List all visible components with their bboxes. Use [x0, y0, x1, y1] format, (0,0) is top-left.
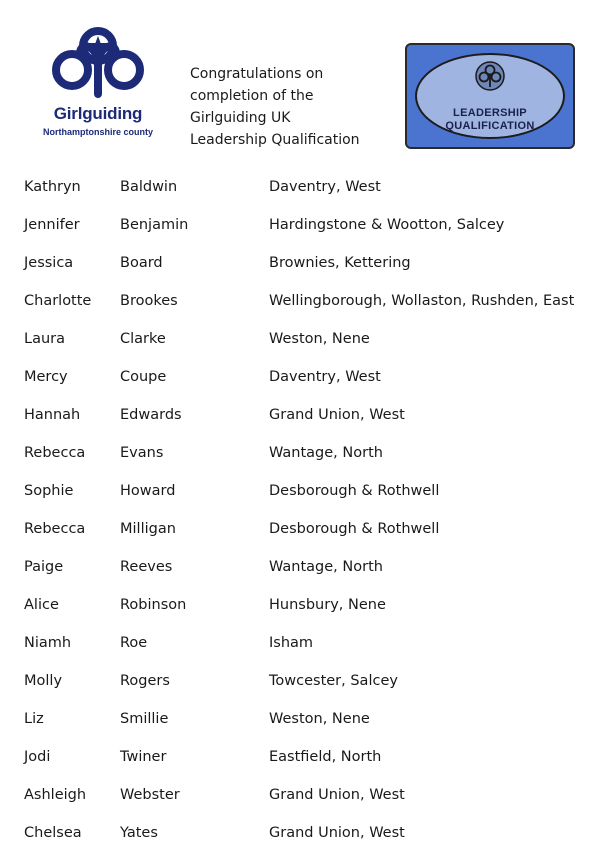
unit-name: Grand Union, West — [269, 407, 405, 423]
roster-row — [24, 474, 594, 512]
unit-name: Brownies, Kettering — [269, 255, 411, 271]
roster-row — [24, 512, 594, 550]
unit-name: Grand Union, West — [269, 825, 405, 841]
unit-name: Towcester, Salcey — [269, 673, 398, 689]
unit-name: Daventry, West — [269, 179, 381, 195]
last-name: Edwards — [120, 407, 182, 423]
unit-name: Eastfield, North — [269, 749, 382, 765]
first-name: Rebecca — [24, 521, 86, 537]
county-name: Northamptonshire county — [42, 127, 153, 137]
roster-row — [24, 664, 594, 702]
unit-name: Isham — [269, 635, 314, 651]
unit-name: Weston, Nene — [269, 711, 370, 727]
last-name: Reeves — [120, 559, 173, 575]
last-name: Robinson — [120, 597, 187, 613]
badge-label — [417, 107, 563, 133]
badge-line: QUALIFICATION — [445, 120, 535, 132]
roster-row — [24, 626, 594, 664]
roster-row — [24, 816, 594, 854]
roster-row — [24, 550, 594, 588]
first-name: Jodi — [24, 749, 51, 765]
first-name: Niamh — [24, 635, 72, 651]
first-name: Molly — [24, 673, 63, 689]
last-name: Clarke — [120, 331, 166, 347]
leadership-qualification-badge — [405, 43, 575, 149]
unit-name: Daventry, West — [269, 369, 381, 385]
message-line: completion of the — [190, 88, 314, 104]
last-name: Baldwin — [120, 179, 178, 195]
last-name: Twiner — [120, 749, 167, 765]
unit-name: Desborough & Rothwell — [269, 483, 440, 499]
roster-row — [24, 284, 594, 322]
unit-name: Hardingstone & Wootton, Salcey — [269, 217, 505, 233]
last-name: Yates — [120, 825, 158, 841]
roster-row — [24, 322, 594, 360]
badge-line: LEADERSHIP — [453, 107, 527, 119]
first-name: Paige — [24, 559, 64, 575]
roster-row — [24, 436, 594, 474]
unit-name: Wantage, North — [269, 445, 383, 461]
last-name: Howard — [120, 483, 176, 499]
congratulations-message — [190, 63, 390, 151]
message-line: Girlguiding UK — [190, 110, 291, 126]
last-name: Board — [120, 255, 163, 271]
roster-row — [24, 170, 594, 208]
first-name: Liz — [24, 711, 44, 727]
last-name: Coupe — [120, 369, 167, 385]
roster-row — [24, 740, 594, 778]
roster-row — [24, 246, 594, 284]
roster-row — [24, 588, 594, 626]
girlguiding-logo — [34, 26, 164, 146]
unit-name: Weston, Nene — [269, 331, 370, 347]
first-name: Chelsea — [24, 825, 82, 841]
unit-name: Desborough & Rothwell — [269, 521, 440, 537]
last-name: Evans — [120, 445, 164, 461]
unit-name: Grand Union, West — [269, 787, 405, 803]
first-name: Kathryn — [24, 179, 81, 195]
last-name: Roe — [120, 635, 148, 651]
first-name: Mercy — [24, 369, 68, 385]
first-name: Charlotte — [24, 293, 92, 309]
brand-name: Girlguiding — [53, 104, 143, 123]
first-name: Laura — [24, 331, 66, 347]
last-name: Rogers — [120, 673, 170, 689]
roster-list — [24, 170, 594, 854]
last-name: Smillie — [120, 711, 169, 727]
unit-name: Hunsbury, Nene — [269, 597, 386, 613]
first-name: Jessica — [24, 255, 74, 271]
first-name: Ashleigh — [24, 787, 87, 803]
first-name: Alice — [24, 597, 59, 613]
last-name: Milligan — [120, 521, 176, 537]
unit-name: Wantage, North — [269, 559, 383, 575]
first-name: Sophie — [24, 483, 74, 499]
unit-name: Wellingborough, Wollaston, Rushden, East — [269, 293, 575, 309]
last-name: Benjamin — [120, 217, 189, 233]
first-name: Rebecca — [24, 445, 86, 461]
first-name: Hannah — [24, 407, 81, 423]
first-name: Jennifer — [24, 217, 80, 233]
message-line: Congratulations on — [190, 66, 324, 82]
message-line: Leadership Qualification — [190, 132, 360, 148]
roster-row — [24, 360, 594, 398]
last-name: Webster — [120, 787, 180, 803]
badge-oval — [415, 53, 565, 139]
roster-row — [24, 702, 594, 740]
roster-row — [24, 208, 594, 246]
trefoil-icon — [475, 60, 505, 94]
trefoil-icon — [50, 26, 146, 98]
last-name: Brookes — [120, 293, 178, 309]
roster-row — [24, 398, 594, 436]
roster-row — [24, 778, 594, 816]
